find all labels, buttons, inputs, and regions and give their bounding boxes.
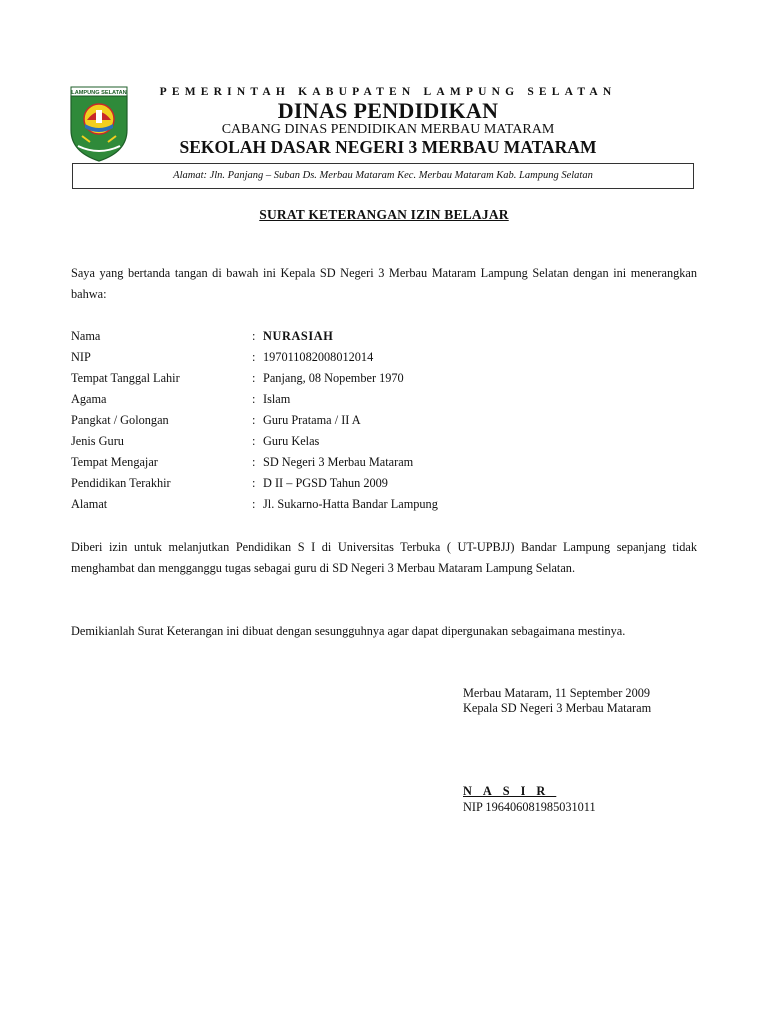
field-colon: : bbox=[252, 476, 256, 490]
letterhead-school: SEKOLAH DASAR NEGERI 3 MERBAU MATARAM bbox=[179, 137, 597, 157]
field-row-nip bbox=[71, 347, 697, 368]
signature-name: NASIR bbox=[463, 784, 557, 798]
field-label: Pangkat / Golongan bbox=[71, 413, 169, 427]
field-value: D II – PGSD Tahun 2009 bbox=[263, 476, 388, 490]
field-row-workplace bbox=[71, 452, 697, 473]
field-row-religion bbox=[71, 389, 697, 410]
field-value: SD Negeri 3 Merbau Mataram bbox=[263, 455, 414, 469]
field-colon: : bbox=[252, 350, 256, 364]
field-label: Tempat Tanggal Lahir bbox=[71, 371, 180, 385]
field-value: 197011082008012014 bbox=[263, 350, 374, 364]
field-colon: : bbox=[252, 329, 256, 343]
field-value: Jl. Sukarno-Hatta Bandar Lampung bbox=[263, 497, 438, 511]
field-colon: : bbox=[252, 497, 256, 511]
regency-emblem-logo bbox=[68, 86, 130, 162]
field-row-teacher-type bbox=[71, 431, 697, 452]
identity-fields bbox=[71, 326, 697, 515]
field-label: Alamat bbox=[71, 497, 108, 511]
field-colon: : bbox=[252, 455, 256, 469]
field-colon: : bbox=[252, 413, 256, 427]
field-colon: : bbox=[252, 371, 256, 385]
field-label: NIP bbox=[71, 350, 91, 364]
signature-place-date: Merbau Mataram, 11 September 2009 bbox=[463, 686, 651, 700]
letterhead-government: PEMERINTAH KABUPATEN LAMPUNG SELATAN bbox=[159, 86, 617, 98]
field-colon: : bbox=[252, 392, 256, 406]
permission-paragraph: Diberi izin untuk melanjutkan Pendidikan S I di Universitas Terbuka ( UT-UPBJJ) Bandar Lampung sepanjang tidak menghambat dan mengganggu tugas sebagai guru di SD Negeri 3 Merbau Mataram Lampung Selatan. bbox=[71, 540, 697, 575]
intro-paragraph: Saya yang bertanda tangan di bawah ini Kepala SD Negeri 3 Merbau Mataram Lampung Selatan dengan ini menerangkan bahwa: bbox=[71, 266, 697, 301]
letterhead-branch: CABANG DINAS PENDIDIKAN MERBAU MATARAM bbox=[221, 122, 555, 137]
field-row-nama bbox=[71, 326, 697, 347]
field-value: Guru Kelas bbox=[263, 434, 320, 448]
closing-paragraph: Demikianlah Surat Keterangan ini dibuat dengan sesungguhnya agar dapat dipergunakan sebagaimana mestinya. bbox=[71, 624, 626, 638]
field-label: Nama bbox=[71, 329, 101, 343]
signature-position: Kepala SD Negeri 3 Merbau Mataram bbox=[463, 701, 652, 715]
field-label: Pendidikan Terakhir bbox=[71, 476, 171, 490]
field-label: Tempat Mengajar bbox=[71, 455, 158, 469]
field-value: Panjang, 08 Nopember 1970 bbox=[263, 371, 404, 385]
document-title: SURAT KETERANGAN IZIN BELAJAR bbox=[259, 207, 509, 222]
letterhead-office: DINAS PENDIDIKAN bbox=[277, 98, 499, 123]
field-colon: : bbox=[252, 434, 256, 448]
letterhead-address: Alamat: Jln. Panjang – Suban Ds. Merbau Mataram Kec. Merbau Mataram Kab. Lampung Selatan bbox=[72, 163, 694, 189]
field-row-birth bbox=[71, 368, 697, 389]
field-value: Guru Pratama / II A bbox=[263, 413, 361, 427]
field-label: Jenis Guru bbox=[71, 434, 124, 448]
field-row-rank bbox=[71, 410, 697, 431]
field-row-address bbox=[71, 494, 697, 515]
field-row-education bbox=[71, 473, 697, 494]
field-value: NURASIAH bbox=[263, 329, 334, 343]
signature-nip: NIP 196406081985031011 bbox=[463, 800, 596, 814]
field-label: Agama bbox=[71, 392, 107, 406]
field-value: Islam bbox=[263, 392, 291, 406]
logo-banner-text: LAMPUNG SELATAN bbox=[71, 90, 127, 96]
